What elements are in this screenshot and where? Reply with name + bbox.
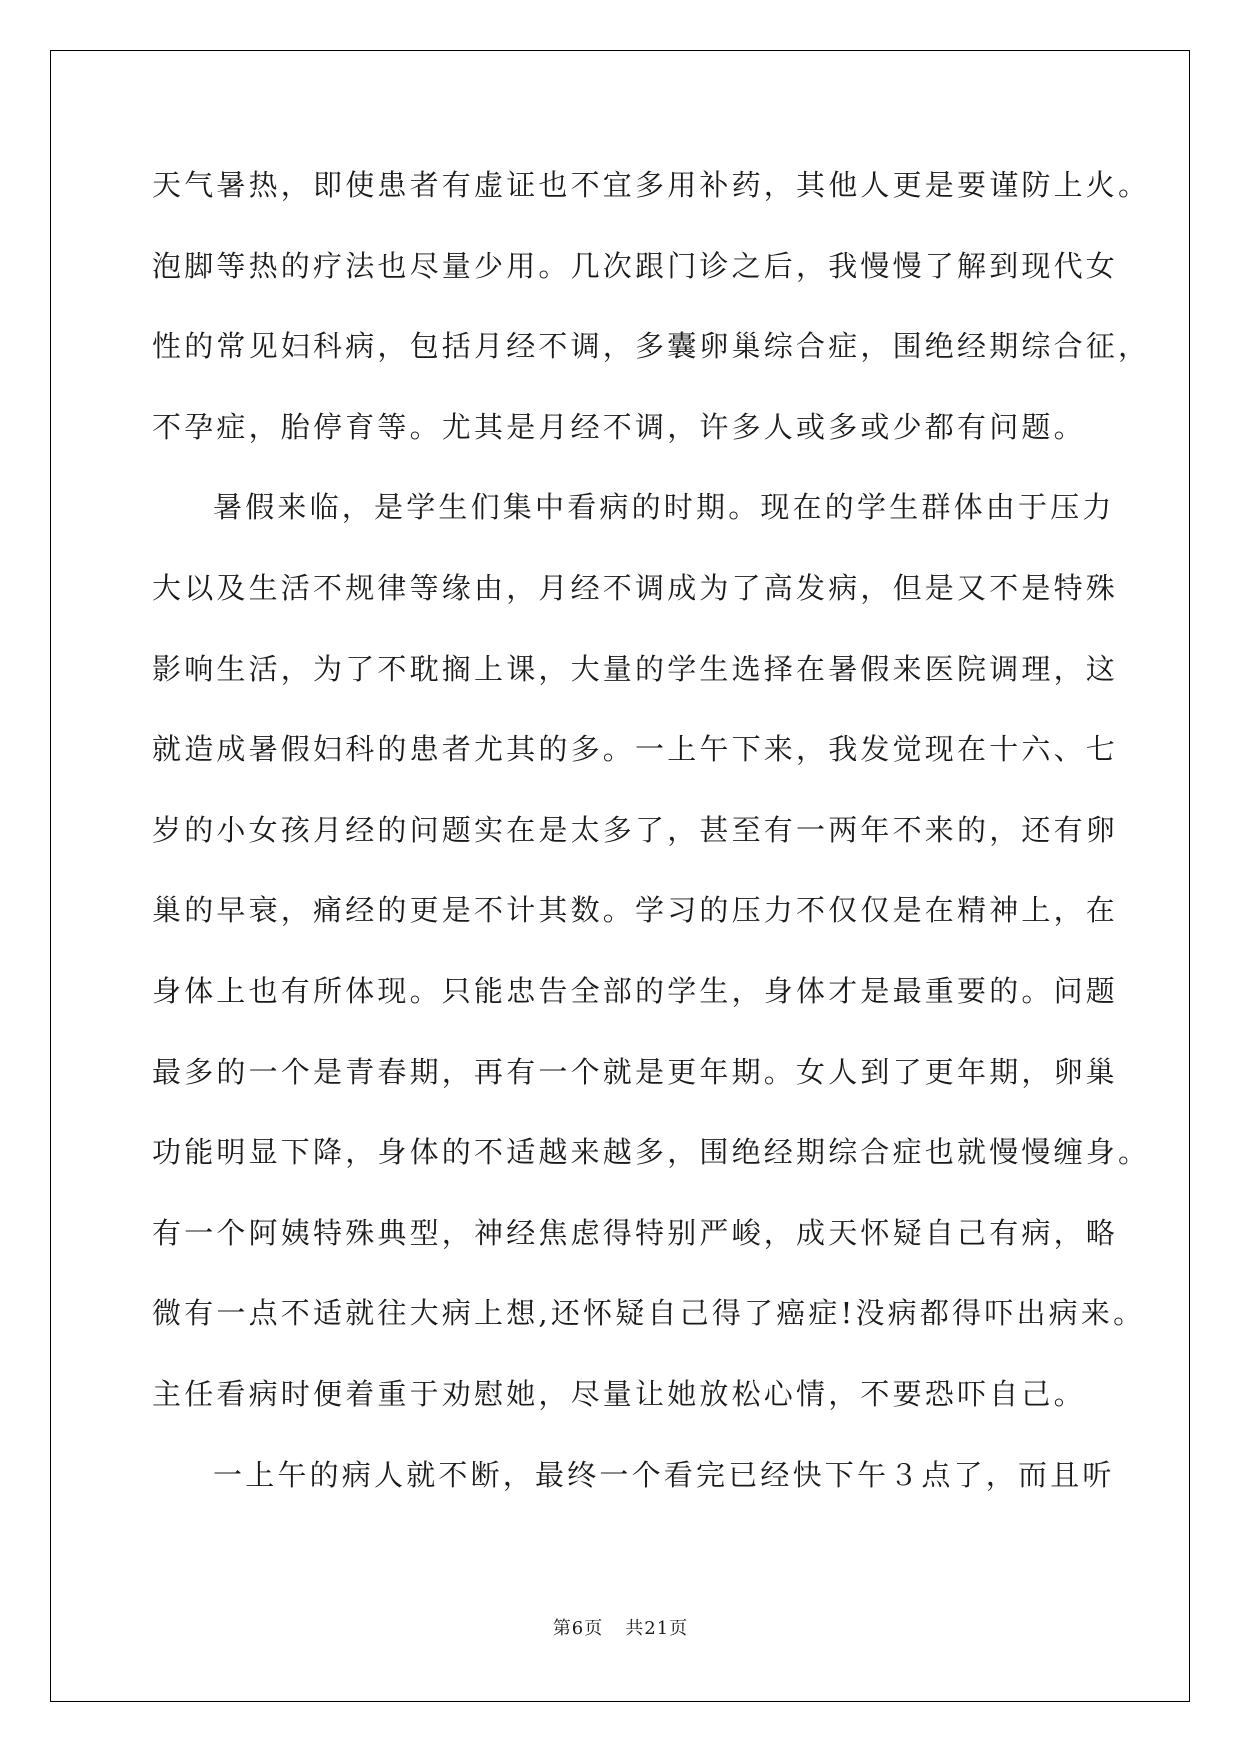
text-line: 功能明显下降，身体的不适越来越多，围绝经期综合症也就慢慢缠身。 <box>152 1135 1151 1170</box>
text-line: 就造成暑假妇科的患者尤其的多。一上午下来，我发觉现在十六、七 <box>152 732 1119 767</box>
text-line: 泡脚等热的疗法也尽量少用。几次跟门诊之后，我慢慢了解到现代女 <box>152 248 1119 283</box>
text-line: 岁的小女孩月经的问题实在是太多了，甚至有一两年不来的，还有卵 <box>152 812 1119 847</box>
body-text <box>152 165 1151 1535</box>
page-footer <box>0 1614 1241 1640</box>
text-line: 性的常见妇科病，包括月经不调，多囊卵巢综合症，围绝经期综合征， <box>152 329 1151 364</box>
text-line: 大以及生活不规律等缘由，月经不调成为了高发病，但是又不是特殊 <box>152 570 1119 605</box>
text-line: 天气暑热，即使患者有虚证也不宜多用补药，其他人更是要谨防上火。 <box>152 168 1151 202</box>
text-line: 影响生活，为了不耽搁上课，大量的学生选择在暑假来医院调理，这 <box>152 651 1119 686</box>
text-line: 主任看病时便着重于劝慰她，尽量让她放松心情，不要恐吓自己。 <box>152 1376 1086 1411</box>
text-line: 暑假来临，是学生们集中看病的时期。现在的学生群体由于压力 <box>213 490 1115 525</box>
page-number: 第6页 <box>552 1618 604 1639</box>
text-line: 不孕症，胎停育等。尤其是月经不调，许多人或多或少都有问题。 <box>152 409 1086 444</box>
text-line: 一上午的病人就不断，最终一个看完已经快下午３点了，而且听 <box>213 1457 1115 1492</box>
text-line: 微有一点不适就往大病上想,还怀疑自己得了癌症!没病都得吓出病来。 <box>152 1296 1146 1331</box>
text-line: 最多的一个是青春期，再有一个就是更年期。女人到了更年期，卵巢 <box>152 1054 1119 1089</box>
text-line: 巢的早衰，痛经的更是不计其数。学习的压力不仅仅是在精神上，在 <box>152 893 1119 928</box>
text-line: 身体上也有所体现。只能忠告全部的学生，身体才是最重要的。问题 <box>152 973 1119 1008</box>
total-pages: 共21页 <box>625 1618 689 1639</box>
text-line: 有一个阿姨特殊典型，神经焦虑得特别严峻，成天怀疑自己有病，略 <box>152 1215 1119 1250</box>
